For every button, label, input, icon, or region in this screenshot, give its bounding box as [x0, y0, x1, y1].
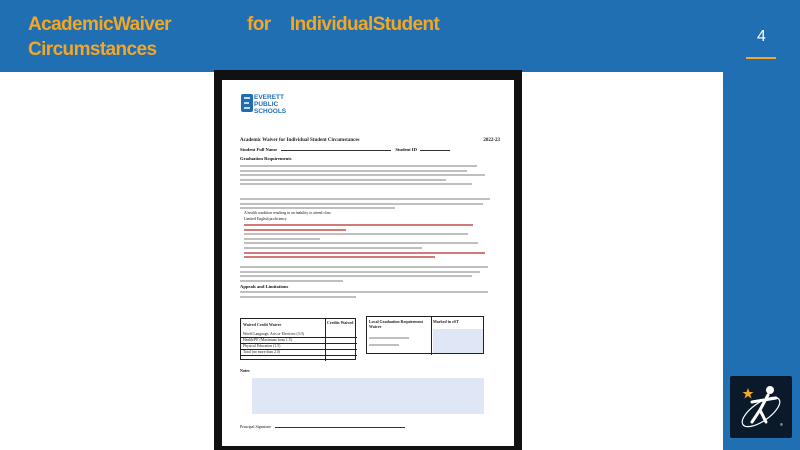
page-number: 4 [757, 28, 766, 45]
table-row: World Language, Arts or Electives (3.0) [243, 332, 304, 336]
title-word: Circumstances [28, 39, 157, 60]
table-header: Credits Waived [327, 320, 354, 325]
right-sidebar [723, 0, 800, 450]
bullet-item: Limited English proficiency [244, 217, 287, 221]
title-word: IndividualStudent [290, 14, 440, 35]
intro-paragraph [240, 165, 498, 188]
student-name-field: Student Full Name Student ID [240, 147, 450, 152]
district-name: EVERETT PUBLIC SCHOOLS [254, 94, 287, 115]
bullet-item: A health condition resulting in an inability to attend class [244, 211, 331, 215]
waiver-reasons-paragraph [240, 198, 498, 212]
table-header: Local Graduation Requirement Waiver [369, 319, 423, 329]
appeals-paragraph [240, 291, 498, 300]
waiver-form-document [222, 80, 514, 446]
table-header: Marked in eST [433, 319, 459, 324]
title-word: AcademicWaiver [28, 14, 171, 35]
local-graduation-table [366, 316, 484, 354]
table-header: Waived Credit Waiver [243, 322, 282, 327]
signature-instructions-paragraph [240, 266, 498, 284]
table-row: Physical Education (1.5) [243, 344, 281, 348]
notes-box [252, 378, 484, 414]
document-image-frame [214, 70, 522, 450]
table-row: Health/PE (Maximum from 1.5) [243, 338, 292, 342]
title-bar [0, 0, 723, 72]
graduation-requirements-heading: Graduation Requirements [240, 156, 292, 161]
bullet-list [244, 224, 498, 261]
document-heading: Academic Waiver for Individual Student Circumstances 2022-23 [240, 138, 500, 143]
notes-label: Notes [240, 368, 250, 373]
title-word: for [247, 14, 271, 35]
appeals-heading: Appeals and Limitations [240, 284, 289, 289]
page-number-rule [746, 57, 776, 59]
district-logo [240, 90, 300, 122]
principal-signature-field: Principal Signature [240, 424, 405, 429]
table-row: Total (no more than 2.0) [243, 350, 280, 354]
district-mark-icon [240, 92, 254, 114]
star-figure-logo-icon [730, 376, 792, 438]
svg-text:®: ® [780, 422, 783, 427]
credit-waiver-table [240, 318, 356, 360]
